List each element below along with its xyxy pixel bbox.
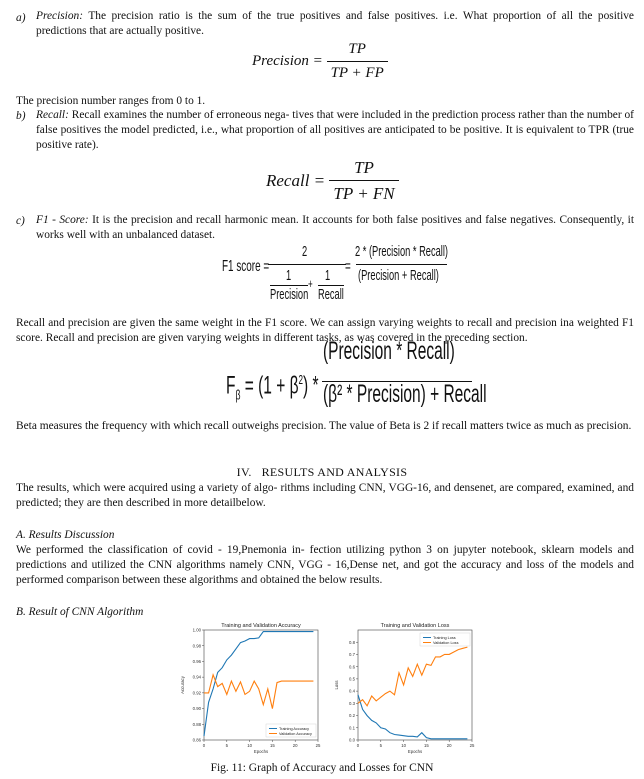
legend-label-2: Validation Accuracy xyxy=(279,731,312,736)
x-tick-label: 5 xyxy=(225,743,228,748)
section-title: RESULTS AND ANALYSIS xyxy=(261,465,408,479)
y-tick-label: 0.3 xyxy=(349,700,355,706)
recall-num: TP xyxy=(354,158,374,177)
y-tick-label: 0.2 xyxy=(349,713,355,719)
item-marker-b: b) xyxy=(16,110,26,122)
fbeta-den: (β² * Precision) + Recall xyxy=(323,380,487,408)
fbeta-mid2: ) * xyxy=(302,371,319,400)
plot-frame xyxy=(204,630,318,740)
y-tick-label: 0.7 xyxy=(349,652,355,658)
x-tick-label: 10 xyxy=(247,743,252,748)
f1-den-b-bar xyxy=(318,285,344,286)
weights-paragraph: Recall and precision are given the same weight in the F1 score. We can assign varying weights to recall and precision ina weighted F1 score. Recall and precision are given varying weights in different tasks, as was covered in the preceding section. xyxy=(16,317,634,344)
precision-equation xyxy=(252,40,388,83)
x-tick-label: 15 xyxy=(424,743,429,748)
x-tick-label: 15 xyxy=(270,743,275,748)
loss-chart xyxy=(330,620,480,756)
y-tick-label: 0.92 xyxy=(192,690,201,696)
beta-paragraph: Beta measures the frequency with which recall outweighs precision. The value of Beta is 2 if recall matters twice as much as precision. xyxy=(16,420,632,432)
recall-term: Recall: xyxy=(36,109,69,121)
precision-den: TP + FP xyxy=(327,61,388,83)
recall-den: TP + FN xyxy=(329,180,398,204)
section-number: IV. xyxy=(236,465,252,479)
subsection-a-heading: A. Results Discussion xyxy=(16,529,115,541)
f1-rhs-bar xyxy=(356,264,447,265)
y-tick-label: 0.86 xyxy=(192,737,201,743)
x-tick-label: 0 xyxy=(202,743,206,748)
y-tick-label: 0.88 xyxy=(192,721,201,727)
x-tick-label: 25 xyxy=(469,743,475,748)
y-tick-label: 0.98 xyxy=(192,643,201,649)
figure-caption: Fig. 11: Graph of Accuracy and Losses for CNN xyxy=(210,762,434,774)
fbeta-f: F xyxy=(226,371,236,400)
f1-eq-num: 2 xyxy=(302,243,308,260)
y-tick-label: 0.6 xyxy=(349,664,355,670)
f1-den-plus: + xyxy=(308,276,313,291)
recall-eq-lhs: Recall = xyxy=(266,171,326,190)
recall-equation xyxy=(266,157,399,204)
f1-den-a-bar xyxy=(270,285,308,286)
f1-text: It is the precision and recall harmonic mean. It accounts for both false positives and false negatives. Consequently, it works well with an unbalanced dataset. xyxy=(36,214,634,241)
precision-range: The precision number ranges from 0 to 1. xyxy=(16,95,206,107)
x-tick-label: 25 xyxy=(315,743,321,748)
y-tick-label: 0.5 xyxy=(349,676,355,682)
f1-term: F1 - Score: xyxy=(36,214,89,226)
fbeta-lhs xyxy=(226,372,318,402)
y-axis-label: Accuracy xyxy=(180,676,185,694)
precision-text: The precision ratio is the sum of the true positives and false positives. i.e. What proportion of all the positive predictions that are actually positive. xyxy=(36,10,634,37)
recall-text: Recall examines the number of erroneous nega- tives that were included in the prediction process rather than the number of false positives the model predicted, i.e., what proportion of all positives are anticipated to be positive. It is equivalent to TPR (true positive rate). xyxy=(36,109,634,151)
accuracy-chart xyxy=(176,620,326,756)
x-tick-label: 10 xyxy=(401,743,406,748)
x-tick-label: 5 xyxy=(379,743,382,748)
precision-eq-lhs: Precision = xyxy=(252,53,323,69)
y-tick-label: 0.8 xyxy=(349,639,355,645)
item-marker-a: a) xyxy=(16,12,26,24)
results-paragraph: The results, which were acquired using a variety of algo- rithms including CNN, VGG-16, and densenet, are compared, examined, and predicted; they are then described in more detailbelow. xyxy=(16,482,634,509)
y-tick-label: 0.94 xyxy=(192,674,201,680)
f1-eq2: = xyxy=(345,258,351,275)
y-tick-label: 0.1 xyxy=(349,725,355,731)
series-line-2 xyxy=(204,675,313,709)
f1-main-fraction-bar xyxy=(268,264,346,265)
f1-rhs-den: (Precision + Recall) xyxy=(358,267,439,284)
legend-label-1: Training Accuracy xyxy=(279,726,310,731)
f1-den-b-den: Recall xyxy=(318,286,344,303)
series-line-1 xyxy=(204,632,313,737)
y-axis-label: Loss xyxy=(334,680,339,690)
chart-title: Training and Validation Loss xyxy=(380,623,450,629)
x-axis-label: Epochs xyxy=(253,749,269,754)
y-tick-label: 0.0 xyxy=(349,737,355,743)
precision-num: TP xyxy=(348,41,366,57)
f1-den-a-den: Precision xyxy=(270,286,309,303)
f1-eq-lhs: F1 score = xyxy=(222,258,270,275)
fbeta-mid: = (1 + β xyxy=(240,371,299,400)
fbeta-sup: 2 xyxy=(298,372,303,387)
y-tick-label: 0.4 xyxy=(349,688,355,694)
f1-definition xyxy=(36,213,634,243)
fbeta-num: (Precision * Recall) xyxy=(323,337,455,365)
recall-definition xyxy=(36,108,634,153)
legend-label-1: Training Loss xyxy=(433,635,456,640)
discussion-paragraph: We performed the classification of covid - 19,Pnemonia in- fection utilizing python 3 on jupyter notebook, sklearn models and predictions and utilized the CNN algorithms namely CNN, VGG - 16,Dense net, and got the accuracy and loss of the models and performed comparison between these algorithms and obtained the below results. xyxy=(16,544,634,586)
x-tick-label: 20 xyxy=(292,743,298,748)
series-line-2 xyxy=(358,647,467,706)
precision-definition xyxy=(36,9,634,39)
f1-rhs-num: 2 * (Precision * Recall) xyxy=(355,243,449,260)
subsection-b-heading: B. Result of CNN Algorithm xyxy=(16,606,144,618)
plot-frame xyxy=(358,630,472,740)
y-tick-label: 0.90 xyxy=(192,706,201,712)
recall-fraction xyxy=(329,157,398,204)
y-tick-label: 0.96 xyxy=(192,659,201,665)
precision-fraction xyxy=(327,40,388,83)
section-heading xyxy=(0,465,644,480)
chart-title: Training and Validation Accuracy xyxy=(221,623,301,629)
fbeta-sub: β xyxy=(235,386,241,403)
x-axis-label: Epochs xyxy=(407,749,423,754)
x-tick-label: 20 xyxy=(446,743,452,748)
y-tick-label: 1.00 xyxy=(192,627,201,633)
legend-label-2: Validation Loss xyxy=(433,640,459,645)
f1-den-b-num: 1 xyxy=(325,267,331,284)
series-line-1 xyxy=(358,695,467,739)
precision-term: Precision: xyxy=(36,10,84,22)
f1-den-a-num: 1 xyxy=(286,267,292,284)
fbeta-bar xyxy=(322,381,472,382)
item-marker-c: c) xyxy=(16,215,25,227)
x-tick-label: 0 xyxy=(356,743,360,748)
